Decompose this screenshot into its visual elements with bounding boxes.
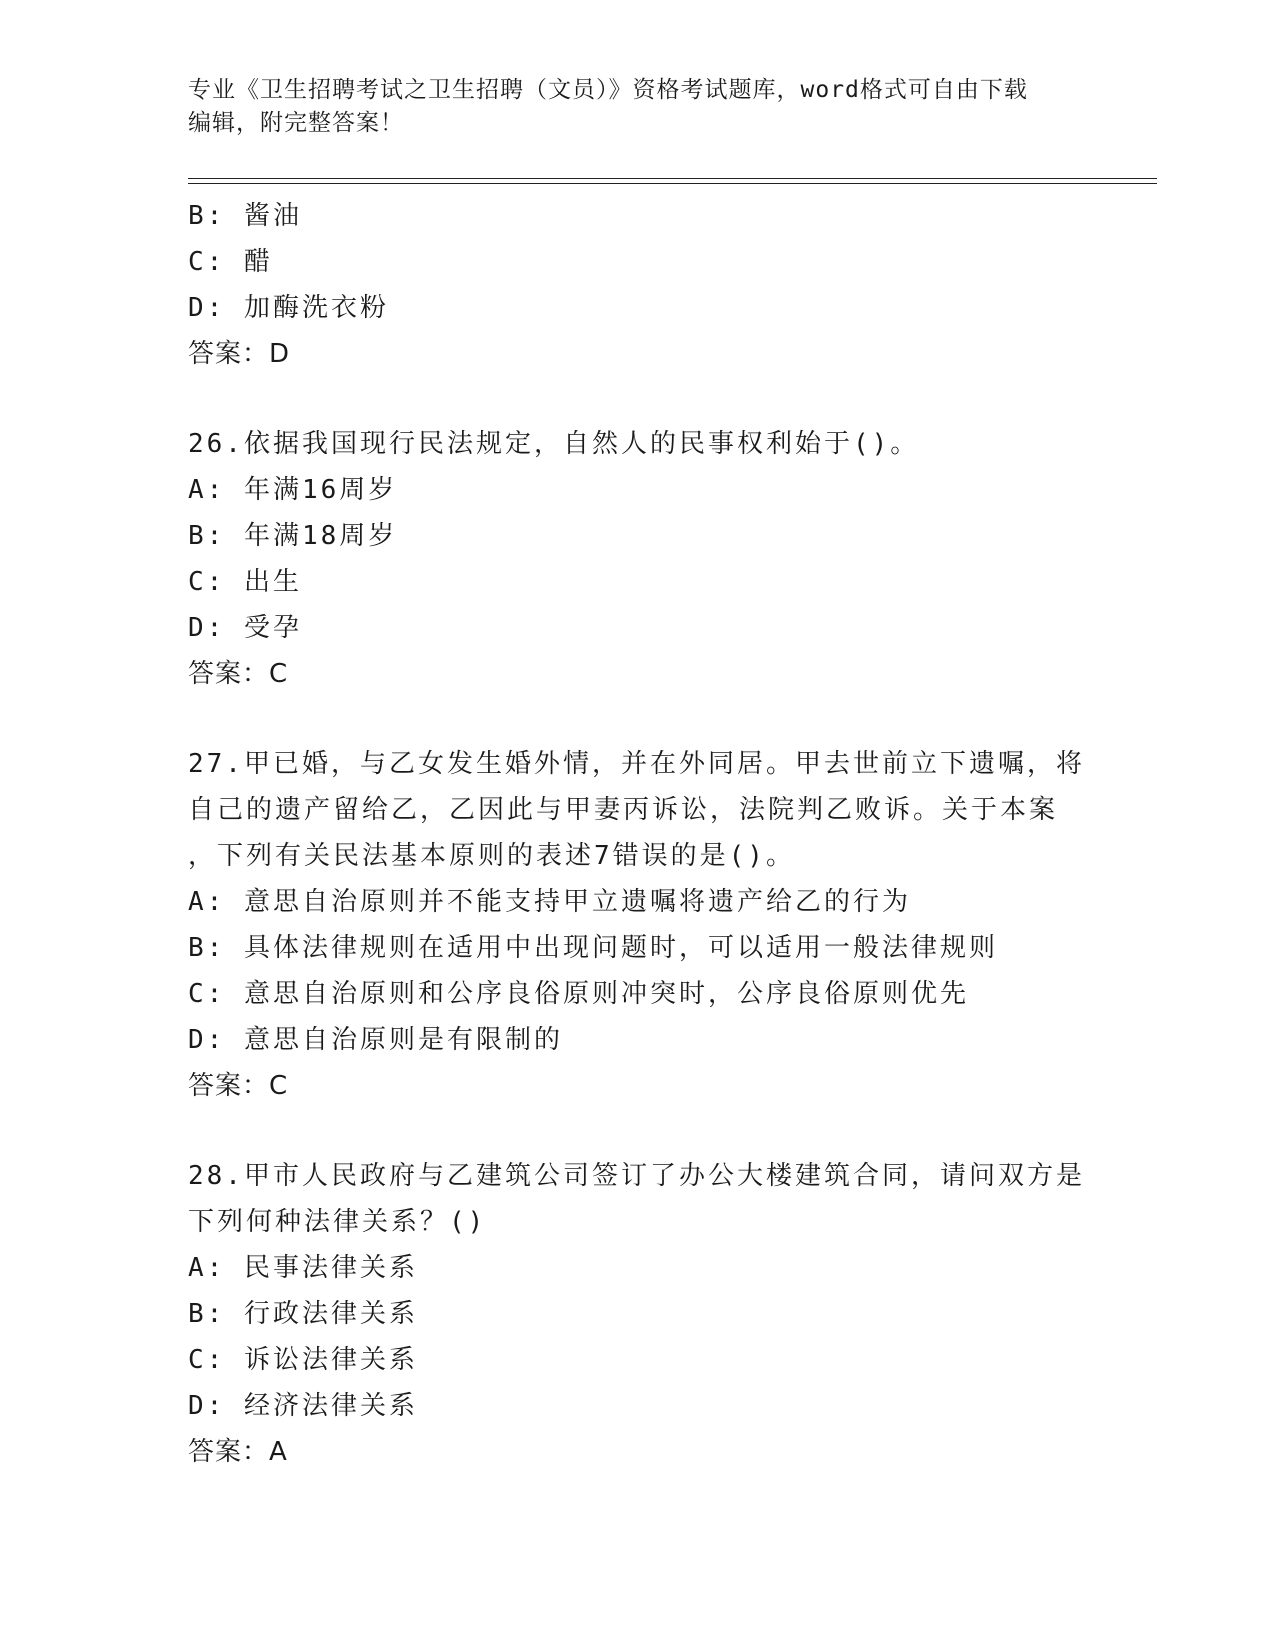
option-d: D: 意思自治原则是有限制的 (188, 1025, 563, 1055)
option-b: B: 年满18周岁 (188, 521, 398, 551)
question-stem: 28.甲市人民政府与乙建筑公司签订了办公大楼建筑合同，请问双方是 (188, 1161, 1085, 1191)
option-b: B: 酱油 (188, 201, 302, 231)
answer-line: 答案：A (188, 1437, 288, 1467)
option-a: A: 意思自治原则并不能支持甲立遗嘱将遗产给乙的行为 (188, 887, 911, 917)
answer-line: 答案：C (188, 659, 289, 689)
option-b: B: 具体法律规则在适用中出现问题时，可以适用一般法律规则 (188, 933, 998, 963)
question-stem: 26.依据我国现行民法规定，自然人的民事权利始于()。 (188, 429, 920, 459)
option-c: C: 出生 (188, 567, 302, 597)
option-a: A: 年满16周岁 (188, 475, 398, 505)
question-25-tail (188, 193, 1088, 377)
question-stem: 下列何种法律关系？() (188, 1207, 487, 1237)
header-divider-bottom (188, 183, 1157, 184)
option-d: D: 经济法律关系 (188, 1391, 418, 1421)
option-d: D: 加酶洗衣粉 (188, 293, 389, 323)
header-divider-top (188, 178, 1157, 179)
header-line-2: 编辑，附完整答案！ (188, 110, 404, 136)
option-a: A: 民事法律关系 (188, 1253, 418, 1283)
spacer (188, 697, 1088, 741)
question-27 (188, 741, 1088, 1109)
document-body (188, 193, 1088, 1475)
option-c: C: 醋 (188, 247, 273, 277)
question-26 (188, 421, 1088, 697)
answer-line: 答案：D (188, 339, 291, 369)
document-header (188, 74, 1088, 140)
question-stem: 27.甲已婚，与乙女发生婚外情，并在外同居。甲去世前立下遗嘱，将 (188, 749, 1085, 779)
option-c: C: 诉讼法律关系 (188, 1345, 418, 1375)
question-stem: 自己的遗产留给乙，乙因此与甲妻丙诉讼，法院判乙败诉。关于本案 (188, 795, 1059, 825)
header-line-1: 专业《卫生招聘考试之卫生招聘（文员）》资格考试题库，word格式可自由下载 (188, 77, 1028, 103)
spacer (188, 377, 1088, 421)
option-c: C: 意思自治原则和公序良俗原则冲突时，公序良俗原则优先 (188, 979, 969, 1009)
question-stem: ，下列有关民法基本原则的表述7错误的是()。 (188, 841, 795, 871)
spacer (188, 1109, 1088, 1153)
option-d: D: 受孕 (188, 613, 302, 643)
answer-line: 答案：C (188, 1071, 289, 1101)
option-b: B: 行政法律关系 (188, 1299, 418, 1329)
question-28 (188, 1153, 1088, 1475)
